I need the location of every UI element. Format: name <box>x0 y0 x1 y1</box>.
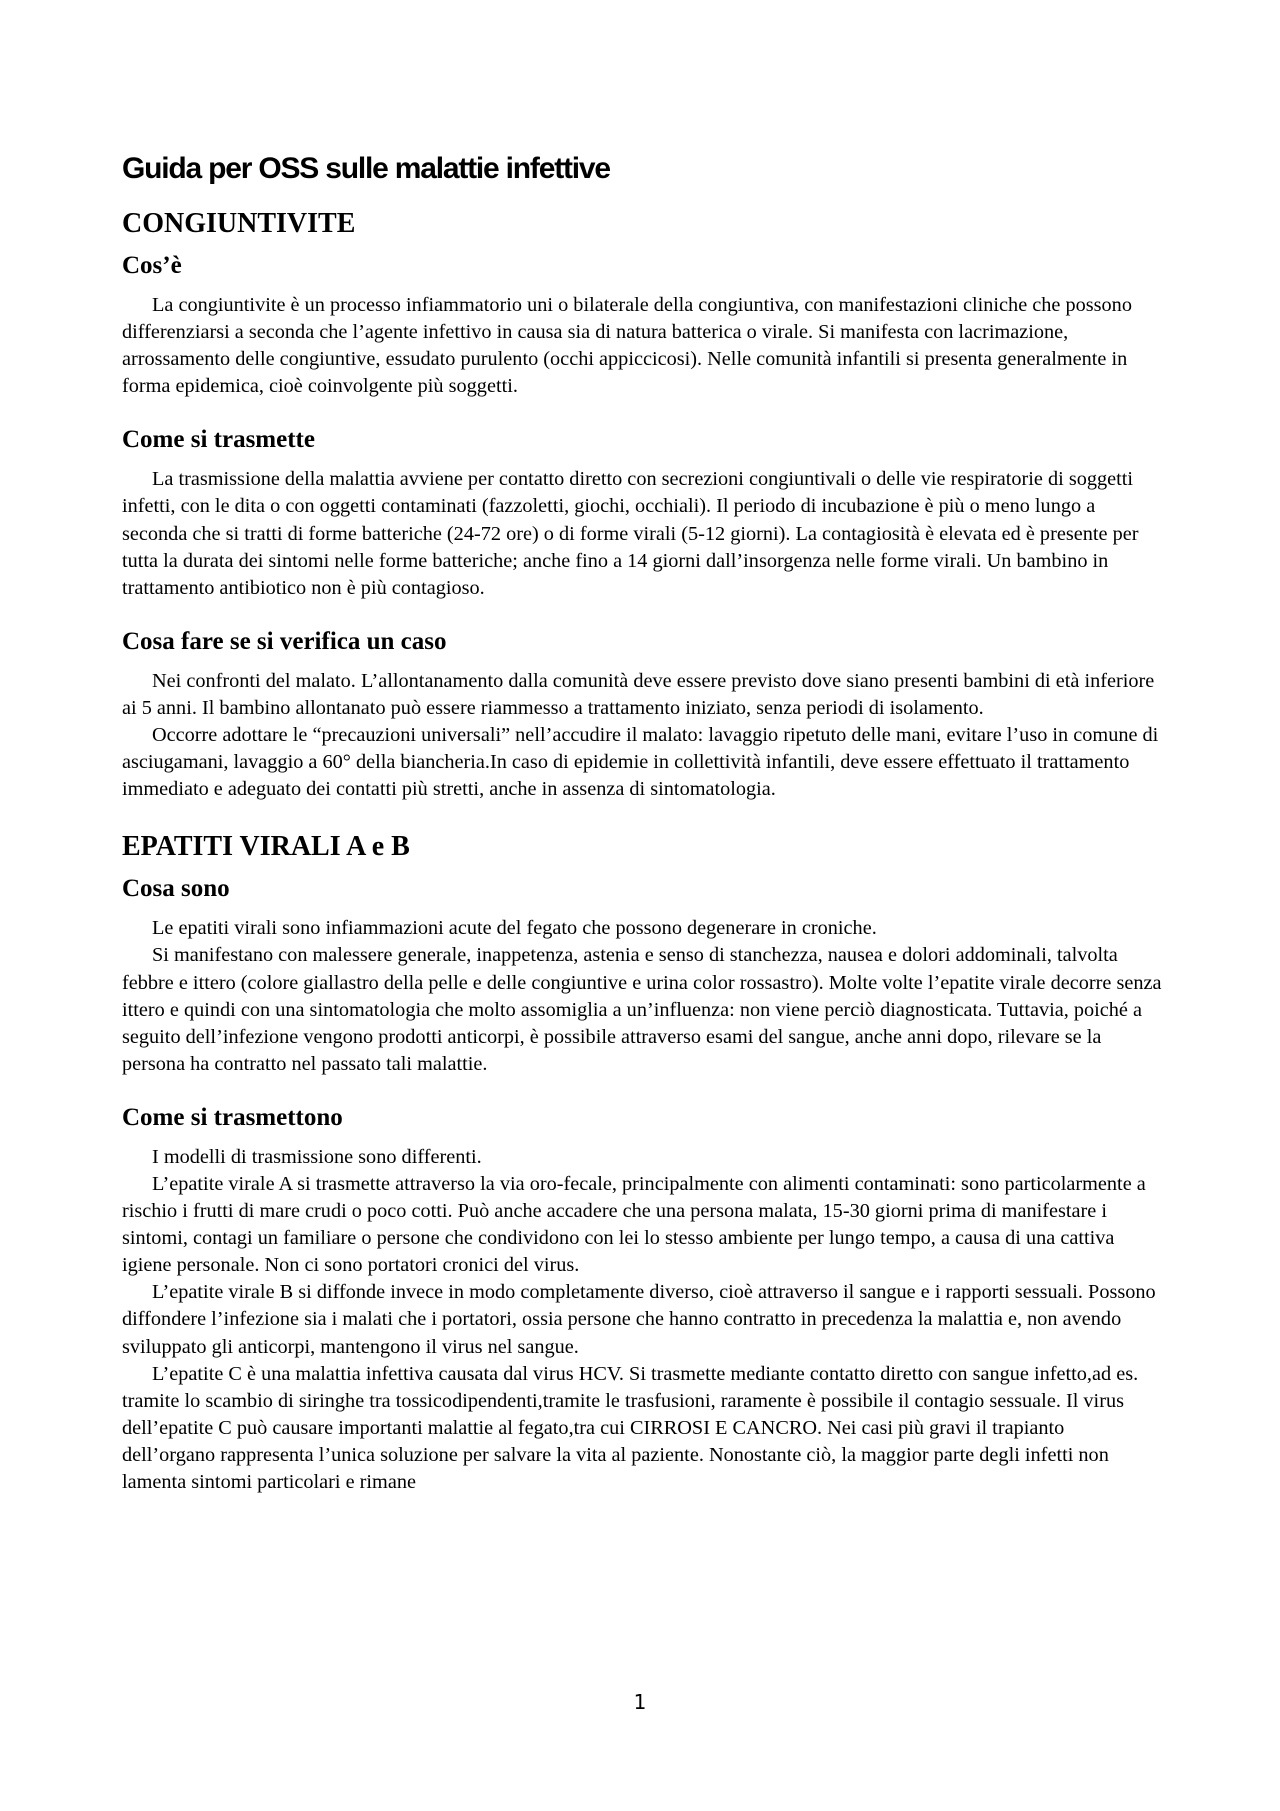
subsection-come-si-trasmettono <box>122 1102 1162 1496</box>
subsection-heading: Cosa fare se si verifica un caso <box>122 627 447 655</box>
paragraph: I modelli di trasmissione sono differenti. <box>152 1145 482 1168</box>
paragraph: L’epatite C è una malattia infettiva causata dal virus HCV. Si trasmette mediante contatto diretto con sangue infetto,ad es. tramite lo scambio di siringhe tra tossicodipendenti,tramite le trasfusioni, raramente è possibile il contagio sessuale. Il virus dell’epatite C può causare importanti malattie al fegato,tra cui CIRROSI E CANCRO. Nei casi più gravi il trapianto dell’organo rappresenta l’unica soluzione per salvare la vita al paziente. Nonostante ciò, la maggior parte degli infetti non lamenta sintomi particolari e rimane <box>122 1362 1139 1493</box>
section-congiuntivite <box>122 206 1162 803</box>
page-number: 1 <box>633 1690 647 1714</box>
section-heading: EPATITI VIRALI A e B <box>122 831 410 863</box>
paragraph: Le epatiti virali sono infiammazioni acute del fegato che possono degenerare in croniche. <box>152 917 877 940</box>
paragraph: La trasmissione della malattia avviene per contatto diretto con secrezioni congiuntivali o delle vie respiratorie di soggetti infetti, con le dita o con oggetti contaminati (fazzoletti, giochi, occhiali). Il periodo di incubazione è più o meno lungo a seconda che si tratti di forme batteriche (24-72 ore) o di forme virali (5-12 giorni). La contagiosità è elevata ed è presente per tutta la durata dei sintomi nelle forme batteriche; anche fino a 14 giorni dall’insorgenza nelle forme virali. Un bambino in trattamento antibiotico non è più contagioso. <box>122 468 1139 599</box>
subsection-cosa-fare <box>122 626 1162 803</box>
section-epatiti-virali <box>122 829 1162 1496</box>
subsection-heading: Come si trasmettono <box>122 1103 343 1131</box>
subsection-cos-e <box>122 250 1162 400</box>
document-page <box>122 150 1162 1520</box>
paragraph: Occorre adottare le “precauzioni universali” nell’accudire il malato: lavaggio ripetuto delle mani, evitare l’uso in comune di asciugamani, lavaggio a 60° della biancheria.In caso di epidemie in collettività infantili, deve essere effettuato il trattamento immediato e adeguato dei contatti più stretti, anche in assenza di sintomatologia. <box>122 724 1159 801</box>
subsection-heading: Come si trasmette <box>122 426 315 454</box>
subsection-come-si-trasmette <box>122 424 1162 601</box>
paragraph: L’epatite virale B si diffonde invece in modo completamente diverso, cioè attraverso il sangue e i rapporti sessuali. Possono diffondere l’infezione sia i malati che i portatori, ossia persone che hanno contratto in precedenza la malattia e, non avendo sviluppato gli anticorpi, mantengono il virus nel sangue. <box>122 1281 1156 1358</box>
section-heading: CONGIUNTIVITE <box>122 208 356 239</box>
subsection-heading: Cos’è <box>122 252 182 279</box>
paragraph: Si manifestano con malessere generale, inappetenza, astenia e senso di stanchezza, nausea e dolori addominali, talvolta febbre e ittero (colore giallastro della pelle e delle congiuntive e urina color rossastro). Molte volte l’epatite virale decorre senza ittero e quindi con una sintomatologia che molto assomiglia a un’influenza: non viene perciò diagnosticata. Tuttavia, poiché a seguito dell’infezione vengono prodotti anticorpi, è possibile attraverso esami del sangue, anche anni dopo, rilevare se la persona ha contratto nel passato tali malattie. <box>122 944 1162 1075</box>
paragraph: La congiuntivite è un processo infiammatorio uni o bilaterale della congiuntiva, con manifestazioni cliniche che possono differenziarsi a seconda che l’agente infettivo in causa sia di natura batterica o virale. Si manifesta con lacrimazione, arrossamento delle congiuntive, essudato purulento (occhi appiccicosi). Nelle comunità infantili si presenta generalmente in forma epidemica, cioè coinvolgente più soggetti. <box>122 294 1132 398</box>
paragraph: Nei confronti del malato. L’allontanamento dalla comunità deve essere previsto dove siano presenti bambini di età inferiore ai 5 anni. Il bambino allontanato può essere riammesso a trattamento iniziato, senza periodi di isolamento. <box>122 669 1155 719</box>
subsection-cosa-sono <box>122 873 1162 1078</box>
paragraph: L’epatite virale A si trasmette attraverso la via oro-fecale, principalmente con alimenti contaminati: sono particolarmente a rischio i frutti di mare crudi o poco cotti. Può anche accadere che una persona malata, 15-30 giorni prima di manifestare i sintomi, contagi un familiare o persone che condividono con lei lo stesso ambiente per lungo tempo, a causa di una cattiva igiene personale. Non ci sono portatori cronici del virus. <box>122 1172 1146 1277</box>
subsection-heading: Cosa sono <box>122 875 230 903</box>
page-title: Guida per OSS sulle malattie infettive <box>122 152 610 185</box>
